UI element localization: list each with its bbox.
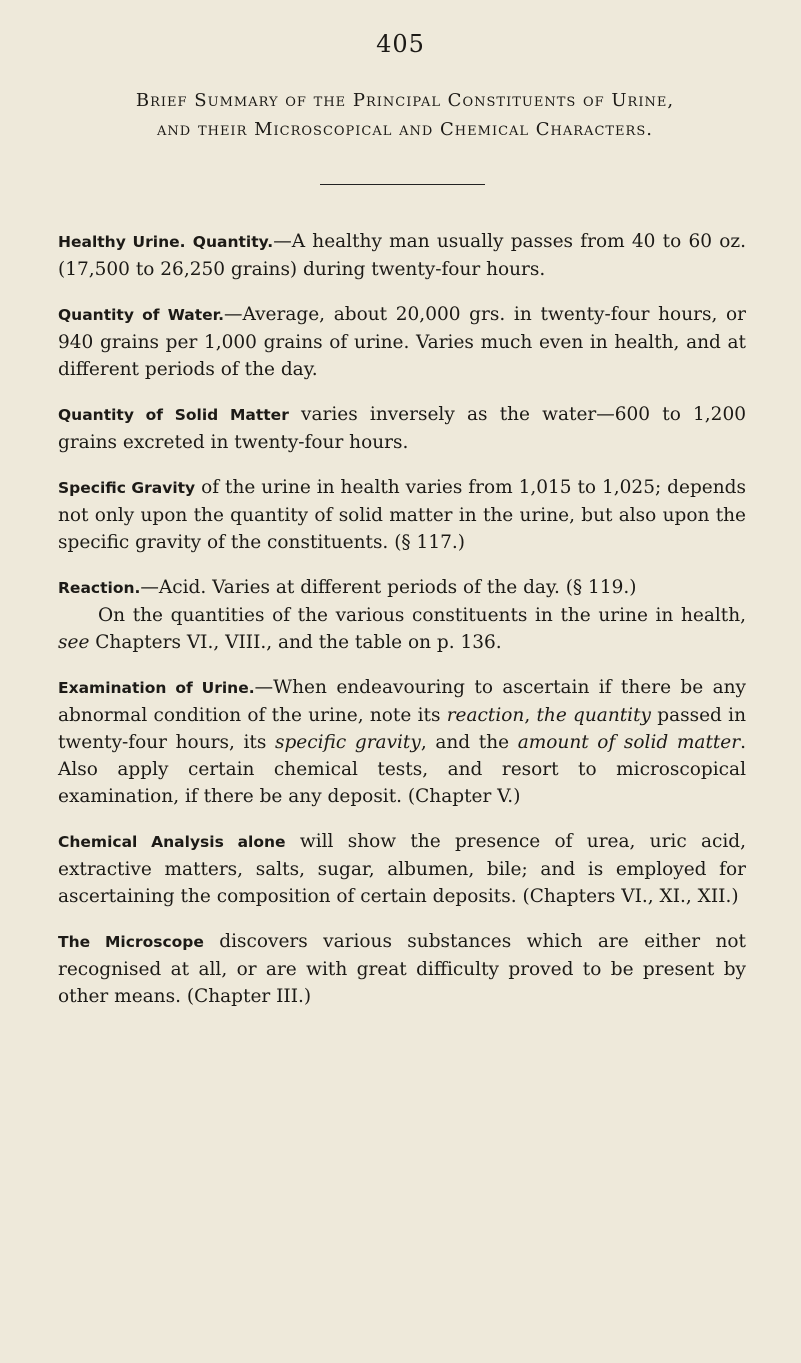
text-examination-1: —When endeavouring to ascertain if there be any abnormal condition of the urine, note its xyxy=(58,677,747,726)
text-examination-2: passed in twenty-four hours, its xyxy=(58,705,747,753)
section-title-line-1: Brief Summary of the Principal Constituents of Urine, xyxy=(135,90,675,111)
paragraph-microscope xyxy=(58,928,746,1010)
text-quantities-note-b: Chapters VI., VIII., and the table on p. 136. xyxy=(89,632,502,653)
text-quantity-solid: varies inversely as the water—600 to 1,200 grains excreted in twenty-four hours. xyxy=(58,404,746,453)
text-quantity-water: —Average, about 20,000 grs. in twenty-four hours, or 940 grains per 1,000 grains of urine. Varies much even in health, and at different periods of the day. xyxy=(58,304,746,380)
paragraph-reaction xyxy=(58,574,746,602)
paragraph-chemical-analysis xyxy=(58,828,746,910)
emphasis-quantity: the quantity xyxy=(536,705,651,726)
page-number: 405 xyxy=(376,30,425,58)
heading-specific-gravity: Specific Gravity xyxy=(58,479,196,497)
paragraph-quantity-water xyxy=(58,301,746,383)
paragraph-healthy-urine xyxy=(58,228,746,283)
heading-chemical-analysis: Chemical Analysis alone xyxy=(58,833,286,851)
text-microscope: discovers various substances which are either not recognised at all, or are with great difficulty proved to be present by other means. (Chapter III.) xyxy=(58,931,746,1007)
text-quantities-note-a: On the quantities of the various constituents in the urine in health, xyxy=(98,605,746,626)
heading-quantity-solid: Quantity of Solid Matter xyxy=(58,406,289,424)
heading-microscope: The Microscope xyxy=(58,933,204,951)
paragraph-examination xyxy=(58,674,746,810)
heading-healthy-urine: Healthy Urine. xyxy=(58,233,186,251)
text-chemical-analysis: will show the presence of urea, uric acid, extractive matters, salts, sugar, albumen, bile; and is employed for ascertaining the composition of certain deposits. (Chapters VI., XI., XII.) xyxy=(58,831,747,907)
paragraph-quantities-note xyxy=(58,602,746,656)
text-see: see xyxy=(58,632,90,653)
emphasis-specific-gravity: specific gravity xyxy=(274,732,421,753)
text-reaction: —Acid. Varies at different periods of the day. (§ 119.) xyxy=(140,577,637,598)
text-healthy-urine: —A healthy man usually passes from 40 to 60 oz. (17,500 to 26,250 grains) during twenty-four hours. xyxy=(58,231,746,280)
heading-quantity-water: Quantity of Water. xyxy=(58,306,224,324)
page-body xyxy=(58,228,746,1010)
paragraph-specific-gravity xyxy=(58,474,746,556)
emphasis-solid-matter: amount of solid matter xyxy=(517,732,741,753)
section-title-line-2: and their Microscopical and Chemical Characters. xyxy=(157,119,653,140)
text-examination-4: . Also apply certain chemical tests, and resort to microscopical examination, if there be any deposit. (Chapter V.) xyxy=(58,732,746,807)
paragraph-quantity-solid xyxy=(58,401,746,456)
heading-reaction: Reaction. xyxy=(58,579,141,597)
heading-examination: Examination of Urine. xyxy=(58,679,255,697)
emphasis-reaction: reaction xyxy=(446,705,525,726)
text-examination-3: , and the xyxy=(420,732,518,753)
text-examination-sep: , xyxy=(524,705,537,726)
section-title xyxy=(60,86,750,144)
heading-quantity: Quantity. xyxy=(192,233,274,251)
title-divider xyxy=(320,184,485,185)
text-specific-gravity: of the urine in health varies from 1,015 to 1,025; depends not only upon the quantity of solid matter in the urine, but also upon the specific gravity of the constituents. (§ 117.) xyxy=(58,477,746,553)
